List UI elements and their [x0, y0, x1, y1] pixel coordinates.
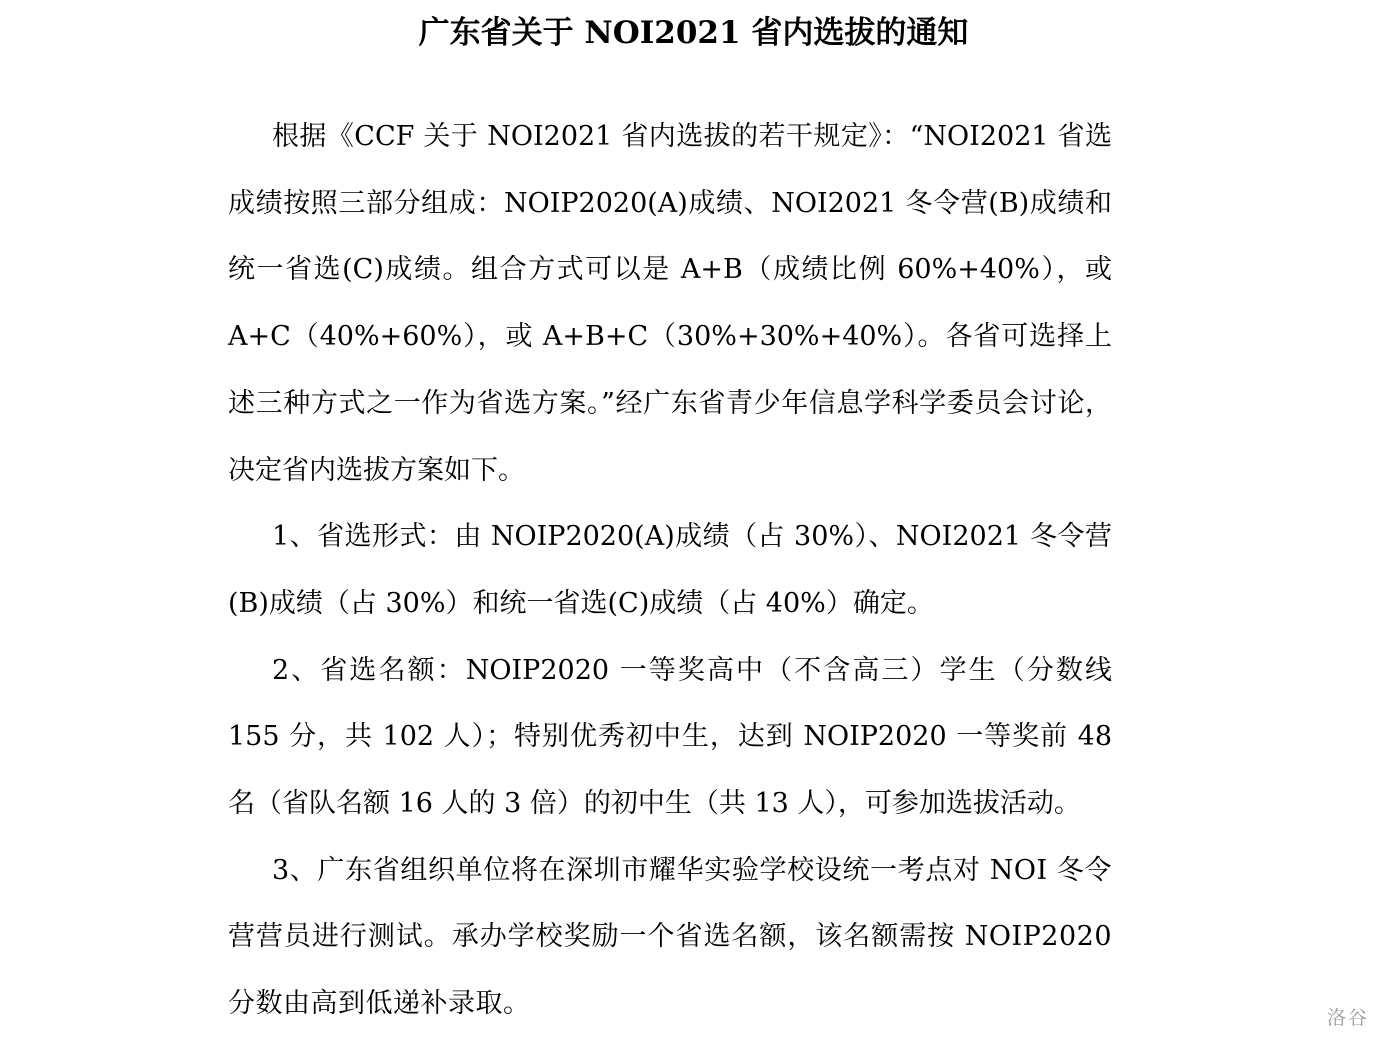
- paragraph-intro: 根据《CCF 关于 NOI2021 省内选拔的若干规定》：“NOI2021 省选成绩按照三部分组成：NOIP2020(A)成绩、NOI2021 冬令营(B)成绩和统一省选(C)成绩。组合方式可以是 A+B（成绩比例 60%+40%），或 A+C（40%+60%），或 A+B+C（30%+30%+40%）。各省可选择上述三种方式之一作为省选方案。”经广东省青少年信息学科学委员会讨论，决定省内选拔方案如下。: [228, 121, 1112, 486]
- paragraph-test-venue: 3、广东省组织单位将在深圳市耀华实验学校设统一考点对 NOI 冬令营营员进行测试。承办学校奖励一个省选名额，该名额需按 NOIP2020 分数由高到低递补录取。: [228, 854, 1112, 1020]
- luogu-watermark: 洛谷: [1326, 1007, 1369, 1029]
- paragraph-selection-quota: 2、省选名额：NOIP2020 一等奖高中（不含高三）学生（分数线 155 分，共 102 人）；特别优秀初中生，达到 NOIP2020 一等奖前 48 名（省队名额 16 人的 3 倍）的初中生（共 13 人），可参加选拔活动。: [228, 654, 1112, 820]
- document-title: 广东省关于 NOI2021 省内选拔的通知: [418, 15, 969, 51]
- paragraph-selection-format: 1、省选形式：由 NOIP2020(A)成绩（占 30%）、NOI2021 冬令营(B)成绩（占 30%）和统一省选(C)成绩（占 40%）确定。: [228, 521, 1112, 619]
- document-body: [228, 104, 1112, 1038]
